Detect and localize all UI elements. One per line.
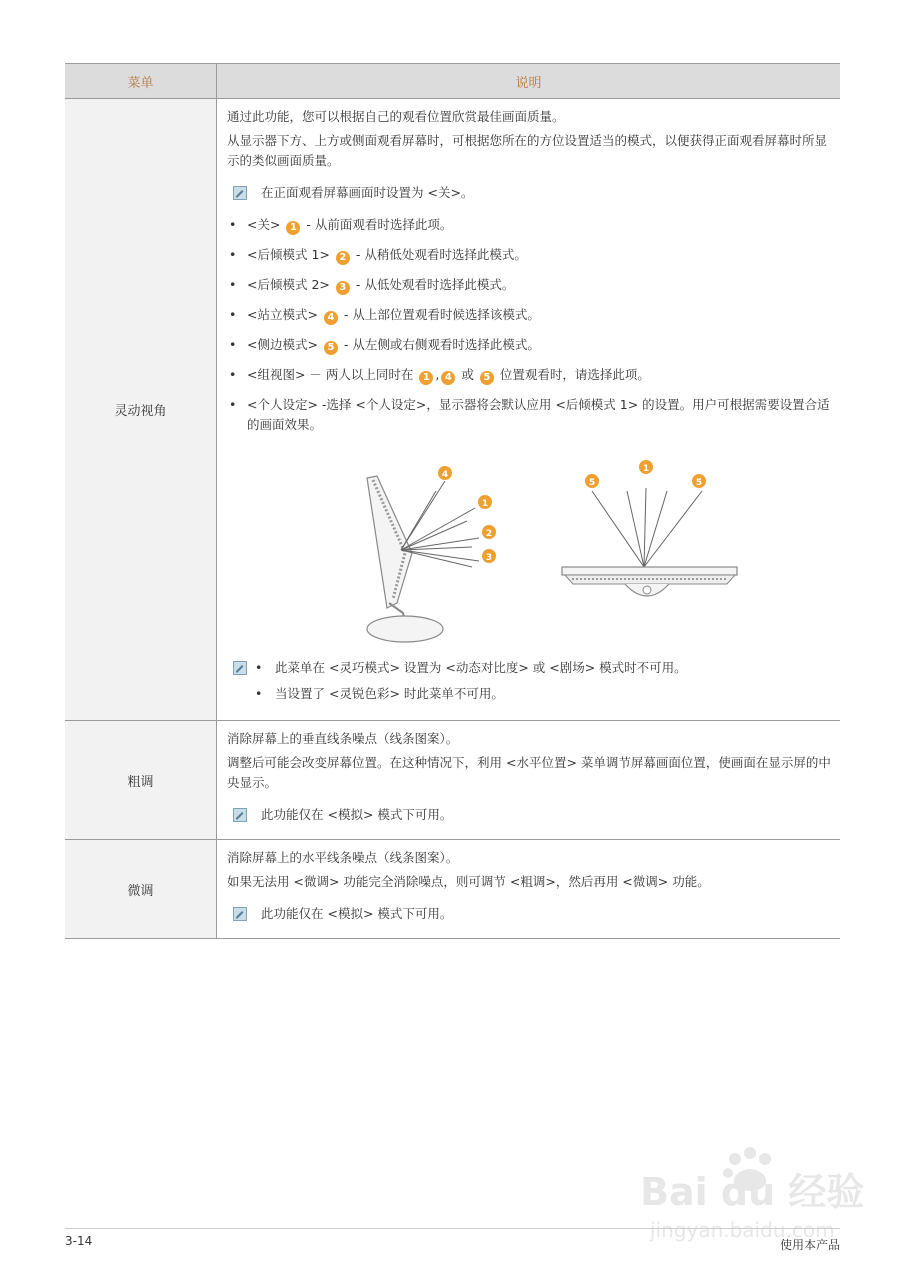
svg-text:2: 2	[485, 529, 493, 539]
list-item: • <个人设定> -选择 <个人设定>，显示器将会默认应用 <后倾模式 1> 的设置。用户可根据需要设置合适的画面效果。	[227, 395, 832, 435]
viewing-angle-figure	[227, 443, 832, 648]
item-label: <侧边模式>	[247, 337, 318, 352]
item-text: 位置观看时，请选择此项。	[499, 367, 650, 382]
paragraph: 调整后可能会改变屏幕位置。在这种情况下，利用 <水平位置> 菜单调节屏幕画面位置，使画面在显示屏的中央显示。	[227, 755, 831, 790]
table-header	[65, 63, 840, 99]
footer-divider	[65, 1228, 840, 1229]
figure-label-1-top	[639, 460, 653, 474]
table-row	[65, 840, 840, 939]
menu-cell: 粗调	[65, 721, 217, 839]
figure-label-5-right	[692, 474, 706, 488]
list-item	[227, 245, 832, 265]
item-label: <后倾模式 1>	[247, 247, 330, 262]
figure-label-3	[482, 549, 496, 563]
note-icon	[233, 907, 247, 921]
note-item: • 此菜单在 <灵巧模式> 设置为 <动态对比度> 或 <剧场> 模式时不可用。	[253, 658, 687, 678]
item-text: - 从左侧或右侧观看时选择此模式。	[339, 337, 540, 352]
table-row	[65, 99, 840, 721]
number-badge: 5	[480, 371, 494, 385]
figure-label-5-left	[585, 474, 599, 488]
svg-text:4: 4	[441, 470, 449, 480]
svg-text:5: 5	[588, 478, 596, 488]
note-icon	[233, 186, 247, 200]
paragraph: 通过此功能，您可以根据自己的观看位置欣赏最佳画面质量。	[227, 109, 565, 124]
baidu-watermark-logo	[640, 1145, 870, 1245]
item-label: <关>	[247, 217, 281, 232]
section-title: 使用本产品	[779, 1238, 840, 1252]
svg-text:jingyan.baidu.com: jingyan.baidu.com	[650, 1218, 835, 1242]
paragraph: 消除屏幕上的垂直线条噪点（线条图案）。	[227, 731, 459, 746]
note	[233, 805, 832, 825]
item-label: <后倾模式 2>	[247, 277, 330, 292]
mode-list	[227, 215, 832, 435]
item-label: <站立模式>	[247, 307, 318, 322]
svg-text:Bai du 经验: Bai du 经验	[640, 1170, 865, 1214]
table-row	[65, 721, 840, 840]
paragraph: 消除屏幕上的水平线条噪点（线条图案）。	[227, 850, 459, 865]
note-list	[233, 658, 832, 710]
number-badge: 1	[286, 221, 300, 235]
viewing-angle-illustration	[227, 443, 827, 648]
number-badge: 3	[336, 281, 350, 295]
or-text: 或	[461, 367, 474, 382]
note-icon	[233, 808, 247, 822]
note-icon	[233, 661, 247, 675]
note-text: 此功能仅在 <模拟> 模式下可用。	[261, 906, 453, 921]
number-badge: 2	[336, 251, 350, 265]
note-text: 在正面观看屏幕画面时设置为 <关>。	[261, 185, 474, 200]
figure-label-4	[438, 466, 452, 480]
item-text: - 从低处观看时选择此模式。	[351, 277, 515, 292]
item-text: - 从前面观看时选择此项。	[302, 217, 453, 232]
list-item	[227, 335, 832, 355]
menu-cell: 微调	[65, 840, 217, 938]
menu-cell: 灵动视角	[65, 99, 217, 720]
figure-label-1	[478, 495, 492, 509]
number-badge: 4	[324, 311, 338, 325]
paragraph: 如果无法用 <微调> 功能完全消除噪点，则可调节 <粗调>，然后再用 <微调> 功能。	[227, 874, 710, 889]
number-badge: 4	[441, 371, 455, 385]
svg-text:1: 1	[642, 464, 650, 474]
side-view-monitor-icon	[367, 476, 479, 642]
number-badge: 5	[324, 341, 338, 355]
paragraph: 从显示器下方、上方或侧面观看屏幕时，可根据您所在的方位设置适当的模式，以便获得正面观看屏幕时所显示的类似画面质量。	[227, 133, 828, 168]
list-item	[227, 275, 832, 295]
list-item	[227, 215, 832, 235]
note-text: 此功能仅在 <模拟> 模式下可用。	[261, 807, 453, 822]
number-badge: 1	[419, 371, 433, 385]
description-cell	[217, 721, 840, 839]
svg-text:3: 3	[485, 553, 493, 563]
svg-text:1: 1	[481, 499, 489, 509]
list-item	[227, 305, 832, 325]
list-item	[227, 365, 832, 385]
note	[233, 183, 832, 203]
item-text: - 从稍低处观看时选择此模式。	[351, 247, 527, 262]
top-view-monitor-icon	[562, 488, 737, 596]
page-number: 3-14	[65, 1234, 93, 1248]
figure-label-2	[482, 525, 496, 539]
header-description: 说明	[515, 75, 542, 91]
description-cell	[217, 840, 840, 938]
description-cell	[217, 99, 840, 720]
note-item: • 当设置了 <灵锐色彩> 时此菜单不可用。	[253, 684, 687, 704]
separator: ,	[435, 367, 440, 382]
item-text: - 从上部位置观看时候选择该模式。	[339, 307, 540, 322]
item-label: <组视图> － 两人以上同时在	[247, 367, 414, 382]
header-menu: 菜单	[65, 64, 217, 98]
note	[233, 904, 832, 924]
svg-text:5: 5	[695, 478, 703, 488]
settings-table	[65, 63, 840, 939]
